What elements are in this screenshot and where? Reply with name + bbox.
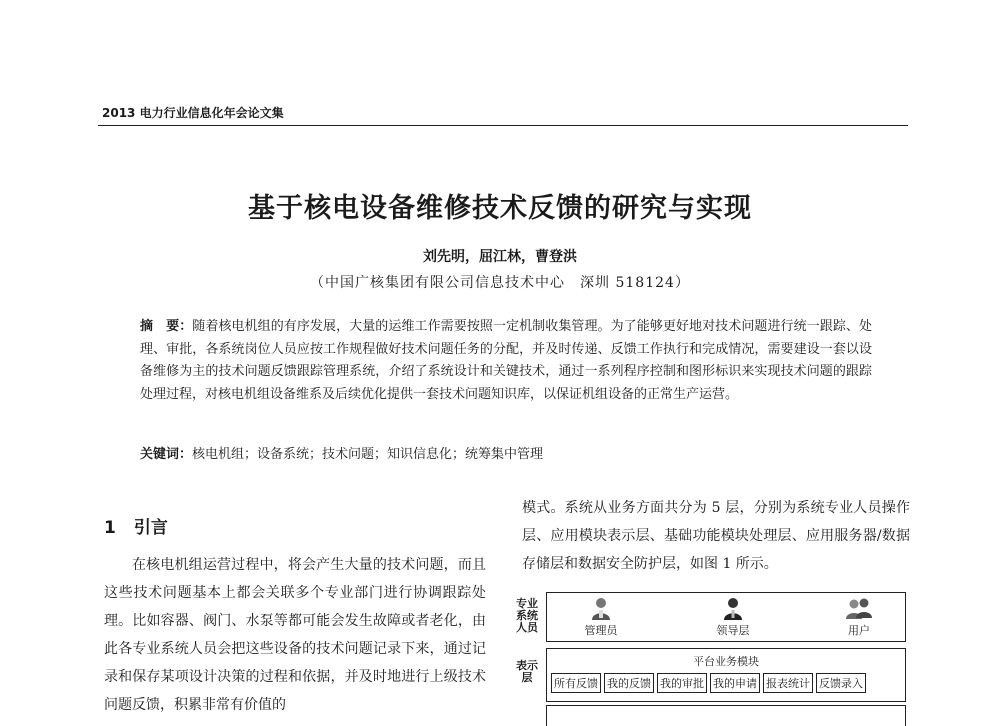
- module-report-stats: 报表统计: [763, 673, 813, 693]
- module-my-approval: 我的审批: [657, 673, 707, 693]
- keywords: [140, 443, 872, 462]
- person-caption: 管理员: [584, 624, 618, 637]
- next-layer-box-partial: [546, 705, 906, 726]
- module-list: [551, 673, 866, 693]
- person-caption: 领导层: [716, 624, 750, 637]
- keywords-label: 关键词：: [140, 447, 193, 462]
- presentation-layer-box: [546, 648, 906, 702]
- leader-person-icon: [722, 597, 744, 621]
- keywords-text: 核电机组；设备系统；技术问题；知识信息化；统筹集中管理: [192, 447, 544, 462]
- person-users: [819, 597, 899, 638]
- figure-row-label-presentation: [512, 660, 542, 684]
- section-heading: [104, 513, 168, 538]
- module-my-feedback: 我的反馈: [604, 673, 654, 693]
- person-admin: [561, 597, 641, 638]
- abstract-label: 摘 要：: [140, 319, 193, 334]
- module-my-application: 我的申请: [710, 673, 760, 693]
- paper-affiliation: （中国广核集团有限公司信息技术中心 深圳 518124）: [310, 275, 690, 291]
- row-label-line: 层: [521, 671, 533, 684]
- module-feedback-entry: 反馈录入: [816, 673, 866, 693]
- body-text-left-column: 在核电机组运营过程中，将会产生大量的技术问题，而且这些技术问题基本上都会关联多个专业部门进行协调跟踪处理。比如容器、阀门、水泵等都可能会发生故障或者老化，由此各专业系统人员会把这些设备的技术问题记录下来，通过记录和保存某项设计决策的过程和依据，并及时地进行上级技术问题反馈，积累非常有价值的: [104, 557, 486, 713]
- row-label-line: 专业: [516, 597, 538, 610]
- users-group-icon: [845, 597, 873, 621]
- row-label-line: 人员: [516, 621, 538, 634]
- person-leader: [693, 597, 773, 638]
- admin-person-icon: [590, 597, 612, 621]
- personnel-layer-box: [546, 592, 906, 642]
- paper-authors: 刘先明，屈江林，曹登洪: [423, 249, 577, 265]
- section-title: 引言: [133, 518, 168, 538]
- row-label-line: 系统: [516, 609, 538, 622]
- paper-title: 基于核电设备维修技术反馈的研究与实现: [248, 193, 752, 224]
- platform-modules-title: 平台业务模块: [693, 655, 759, 668]
- person-caption: 用户: [848, 624, 870, 637]
- abstract: [140, 316, 872, 406]
- figure-row-label-personnel: [512, 598, 542, 634]
- row-label-line: 表示: [516, 659, 538, 672]
- section-number: 1: [104, 518, 116, 538]
- body-text-right-column: 模式。系统从业务方面共分为 5 层，分别为系统专业人员操作层、应用模块表示层、基础功能模块处理层、应用服务器/数据存储层和数据安全防护层，如图 1 所示。: [522, 500, 910, 572]
- header-rule: [98, 125, 908, 126]
- abstract-text: 随着核电机组的有序发展，大量的运维工作需要按照一定机制收集管理。为了能够更好地对技术问题进行统一跟踪、处理、审批，各系统岗位人员应按工作规程做好技术问题任务的分配，并及时传递、反馈工作执行和完成情况，需要建设一套以设备维修为主的技术问题反馈跟踪管理系统，介绍了系统设计和关键技术，通过一系列程序控制和图形标识来实现技术问题的跟踪处理过程，对核电机组设备维系及后续优化提供一套技术问题知识库，以保证机组设备的正常生产运营。: [140, 319, 872, 402]
- running-header: 2013 电力行业信息化年会论文集: [102, 106, 284, 120]
- module-all-feedback: 所有反馈: [551, 673, 601, 693]
